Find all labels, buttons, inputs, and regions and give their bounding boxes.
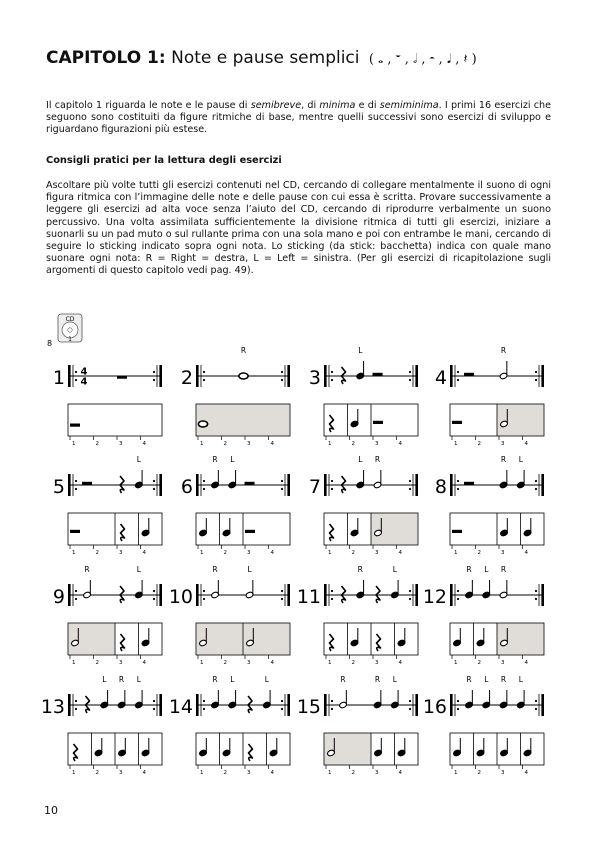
repeat-dot [331,598,333,600]
end-repeat-thick [541,694,544,716]
beat-label: 3 [375,550,379,556]
start-repeat-thick [324,474,327,496]
repeat-dot [535,700,537,702]
end-repeat-thick [415,474,418,496]
beat-label: 1 [72,660,76,666]
repeat-dot [203,700,205,702]
repeat-dot [203,598,205,600]
repeat-dot [535,590,537,592]
intro-paragraph: Il capitolo 1 riguarda le note e le pause di semibreve, di minima e di semiminima. I primi 16 esercizi che seguono sono costituiti da figure ritmiche di base, mentre quelli successivi sono esercizi di sviluppo e riguardano figurazioni più estese. [46,100,552,136]
repeat-dot [535,488,537,490]
beat-label: 1 [454,660,458,666]
exercise-12 [423,565,544,666]
half-rest [245,482,255,485]
beat-label: 2 [477,550,481,556]
half-rest [464,482,474,485]
section-heading: Consigli pratici per la lettura degli esercizi [46,155,282,166]
body-paragraph: Ascoltare più volte tutti gli esercizi contenuti nel CD, cercando di collegare mentalmente il suono di ogni figura ritmica con l’immagine delle note e delle pause con cui essa è scritta. Provare successivamente a leggere gli esercizi ad alta voce senza l’aiuto del CD, cercando di riprodurre verbalmente un suono percussivo. Una volta assimilata sufficientemente la divisione ritmica di tutti gli esercizi, iniziare a suonarli su un pad muto o sul rullante prima con una sola mano e poi con entrambe le mani, cercando di seguire lo sticking indicato sopra ogni nota. Lo sticking (da stick: bacchetta) indica con quale mano suonare ogni nota: R = Right = destra, L = Left = sinistra. (Per gli esercizi di ricapitolazione sugli argomenti di questo capitolo vedi pag. 49). [46,180,552,277]
sticking-left: L [230,675,235,684]
beat-label: 1 [200,550,204,556]
half-rest [373,373,383,376]
end-repeat-thick [415,365,418,387]
sticking-left: L [136,675,141,684]
repeat-dot [281,700,283,702]
repeat-dot [457,379,459,381]
beat-label: 1 [328,441,332,447]
end-repeat-thick [287,694,290,716]
end-repeat-thick [415,694,418,716]
exercise-13 [41,675,162,776]
sustained-note-shade [498,624,544,655]
repeat-dot [281,480,283,482]
exercise-8 [435,455,544,556]
exercise-11 [297,565,418,666]
exercise-number: 4 [434,367,447,389]
repeat-dot [331,708,333,710]
whole-rest [117,376,127,379]
repeat-dot [457,371,459,373]
sticking-right: R [84,565,90,574]
repeat-dot [409,488,411,490]
exercise-number: 6 [180,476,193,498]
repeat-dot [457,700,459,702]
half-rest [373,421,383,424]
beat-label: 4 [142,660,146,666]
sustained-note-shade [197,624,243,655]
repeat-dot [153,371,155,373]
repeat-dot [457,598,459,600]
beat-label: 4 [142,550,146,556]
start-repeat-thick [196,694,199,716]
repeat-dot [153,480,155,482]
beat-label: 4 [524,770,528,776]
repeat-dot [75,708,77,710]
end-repeat-thick [159,694,162,716]
exercise-number: 5 [52,476,65,498]
exercise-2 [181,346,290,447]
repeat-dot [281,708,283,710]
end-repeat-thick [159,474,162,496]
end-repeat-thick [541,365,544,387]
start-repeat-thick [450,365,453,387]
sticking-left: L [392,675,397,684]
sticking-right: R [212,565,218,574]
sticking-right: R [357,565,363,574]
end-repeat-thick [287,474,290,496]
repeat-dot [153,708,155,710]
repeat-dot [457,488,459,490]
beat-label: 3 [247,441,251,447]
beat-label: 3 [501,550,505,556]
beat-label: 1 [328,770,332,776]
start-repeat-thick [68,365,71,387]
exercise-14 [169,675,290,776]
repeat-dot [409,480,411,482]
start-repeat-thick [196,584,199,606]
beat-label: 2 [351,550,355,556]
sticking-right: R [340,675,346,684]
exercise-number: 13 [40,696,65,718]
repeat-dot [457,480,459,482]
beat-label: 1 [200,660,204,666]
exercise-4 [435,346,544,447]
repeat-dot [535,371,537,373]
repeat-dot [153,598,155,600]
repeat-dot [75,480,77,482]
beat-label: 3 [119,770,123,776]
beat-label: 2 [223,660,227,666]
repeat-dot [281,371,283,373]
repeat-dot [75,598,77,600]
sticking-right: R [500,675,507,684]
page-number: 10 [44,804,58,817]
exercise-number: 3 [308,367,321,389]
end-repeat-thick [287,584,290,606]
start-repeat-thick [324,584,327,606]
beat-label: 3 [375,770,379,776]
repeat-dot [409,708,411,710]
exercise-number: 8 [434,476,447,498]
sticking-left: L [102,675,107,684]
repeat-dot [75,700,77,702]
exercise-5 [53,455,162,556]
repeat-dot [535,480,537,482]
exercise-1 [53,365,162,447]
repeat-dot [203,371,205,373]
repeat-dot [409,598,411,600]
start-repeat-thick [68,584,71,606]
beat-label: 3 [375,441,379,447]
beat-label: 3 [247,770,251,776]
repeat-dot [535,598,537,600]
repeat-dot [409,590,411,592]
repeat-dot [331,488,333,490]
sticking-right: R [500,565,507,574]
beat-label: 4 [398,660,402,666]
beat-label: 2 [95,441,99,447]
sticking-right: R [118,675,125,684]
exercise-3 [309,346,418,447]
beat-label: 4 [270,660,274,666]
sticking-left: L [484,675,489,684]
repeat-dot [153,700,155,702]
half-rest [452,530,462,533]
beat-label: 4 [524,660,528,666]
start-repeat-thick [450,694,453,716]
beat-label: 3 [501,441,505,447]
beat-label: 4 [270,550,274,556]
whole-note [198,421,207,427]
exercise-number: 9 [52,586,65,608]
beat-label: 1 [72,550,76,556]
exercise-number: 14 [168,696,193,718]
repeat-dot [203,379,205,381]
exercise-number: 2 [180,367,193,389]
exercise-7 [309,455,418,556]
half-rest [464,373,474,376]
sticking-right: R [466,675,472,684]
beat-label: 4 [398,770,402,776]
beat-label: 2 [223,770,227,776]
beat-label: 4 [142,770,146,776]
sticking-left: L [358,455,363,464]
beat-label: 4 [142,441,146,447]
exercise-number: 10 [168,586,193,608]
repeat-dot [203,488,205,490]
repeat-dot [203,590,205,592]
sustained-note-shade [372,514,418,545]
sticking-right: R [240,346,247,355]
exercise-9 [53,565,162,666]
sticking-right: R [374,675,381,684]
repeat-dot [281,590,283,592]
repeat-dot [281,379,283,381]
beat-label: 3 [501,660,505,666]
beat-label: 4 [270,770,274,776]
exercise-number: 12 [422,586,447,608]
end-repeat-thick [541,474,544,496]
beat-label: 2 [477,660,481,666]
cd-track-number: 8 [47,339,53,348]
sticking-left: L [264,675,269,684]
beat-grid-box [68,404,162,436]
exercise-10 [169,565,290,666]
exercise-number: 16 [422,696,447,718]
time-signature-top: 4 [80,366,88,378]
whole-rest [70,424,80,427]
beat-label: 2 [95,550,99,556]
sticking-left: L [392,565,397,574]
beat-label: 3 [119,441,123,447]
beat-label: 1 [328,660,332,666]
sustained-note-shade [325,734,371,765]
beat-label: 1 [200,770,204,776]
sticking-left: L [518,675,523,684]
end-repeat-thick [287,365,290,387]
beat-label: 2 [223,550,227,556]
start-repeat-thick [68,474,71,496]
sustained-note-shade [197,405,290,436]
repeat-dot [331,371,333,373]
repeat-dot [153,488,155,490]
sticking-left: L [358,346,363,355]
end-repeat-thick [159,584,162,606]
exercise-6 [181,455,290,556]
repeat-dot [409,700,411,702]
repeat-dot [331,379,333,381]
repeat-dot [203,708,205,710]
beat-label: 1 [72,441,76,447]
half-rest [245,530,255,533]
repeat-dot [75,371,77,373]
sticking-left: L [136,565,141,574]
beat-label: 2 [95,660,99,666]
start-repeat-thick [450,584,453,606]
repeat-dot [457,590,459,592]
sticking-right: R [500,346,507,355]
beat-label: 1 [454,441,458,447]
beat-label: 1 [328,550,332,556]
repeat-dot [535,708,537,710]
repeat-dot [281,488,283,490]
sustained-note-shade [244,624,290,655]
repeat-dot [203,480,205,482]
beat-label: 1 [72,770,76,776]
exercise-number: 7 [308,476,321,498]
repeat-dot [331,480,333,482]
beat-label: 3 [247,660,251,666]
half-rest [82,482,92,485]
beat-label: 4 [524,441,528,447]
repeat-dot [331,700,333,702]
beat-label: 3 [119,660,123,666]
beat-label: 1 [200,441,204,447]
beat-label: 1 [454,550,458,556]
beat-label: 2 [351,660,355,666]
beat-label: 3 [501,770,505,776]
sticking-left: L [230,455,235,464]
beat-label: 4 [398,441,402,447]
beat-label: 2 [477,441,481,447]
exercise-number: 11 [296,586,321,608]
beat-label: 2 [223,441,227,447]
sticking-right: R [500,455,507,464]
repeat-dot [281,598,283,600]
end-repeat-thick [159,365,162,387]
repeat-dot [535,379,537,381]
repeat-dot [457,708,459,710]
repeat-dot [409,371,411,373]
beat-label: 4 [270,441,274,447]
sticking-left: L [247,565,252,574]
start-repeat-thick [196,474,199,496]
beat-label: 2 [477,770,481,776]
start-repeat-thick [196,365,199,387]
whole-note [239,373,248,379]
beat-label: 1 [454,770,458,776]
beat-label: 2 [351,770,355,776]
end-repeat-thick [541,584,544,606]
exercise-16 [423,675,544,776]
start-repeat-thick [68,694,71,716]
repeat-dot [409,379,411,381]
repeat-dot [331,590,333,592]
sticking-left: L [518,455,523,464]
beat-label: 4 [524,550,528,556]
beat-label: 4 [398,550,402,556]
cd-label: CD [65,316,75,323]
sticking-right: R [212,455,218,464]
beat-label: 3 [247,550,251,556]
sticking-right: R [466,565,472,574]
start-repeat-thick [324,365,327,387]
sustained-note-shade [498,405,544,436]
sticking-left: L [484,565,489,574]
chapter-symbols: ( 𝅝 , 𝄻 , 𝅗𝅥 , 𝄼 , 𝅘𝅥 , 𝄽 ) [368,52,477,67]
half-rest [70,530,80,533]
chapter-label: CAPITOLO 1: [46,48,166,68]
beat-label: 3 [375,660,379,666]
exercise-number: 15 [296,696,321,718]
sticking-left: L [136,455,141,464]
sustained-note-shade [69,624,115,655]
half-rest [452,421,462,424]
cd-disc-number: 1 [68,336,72,343]
time-signature-bottom: 4 [80,376,88,388]
repeat-dot [75,488,77,490]
repeat-dot [153,590,155,592]
exercise-15 [297,675,418,776]
beat-label: 2 [351,441,355,447]
repeat-dot [75,379,77,381]
beat-label: 2 [95,770,99,776]
sticking-right: R [374,455,381,464]
start-repeat-thick [324,694,327,716]
repeat-dot [153,379,155,381]
beat-label: 3 [119,550,123,556]
start-repeat-thick [450,474,453,496]
exercise-number: 1 [52,367,65,389]
sticking-right: R [212,675,218,684]
repeat-dot [75,590,77,592]
end-repeat-thick [415,584,418,606]
chapter-name: Note e pause semplici [171,48,360,68]
